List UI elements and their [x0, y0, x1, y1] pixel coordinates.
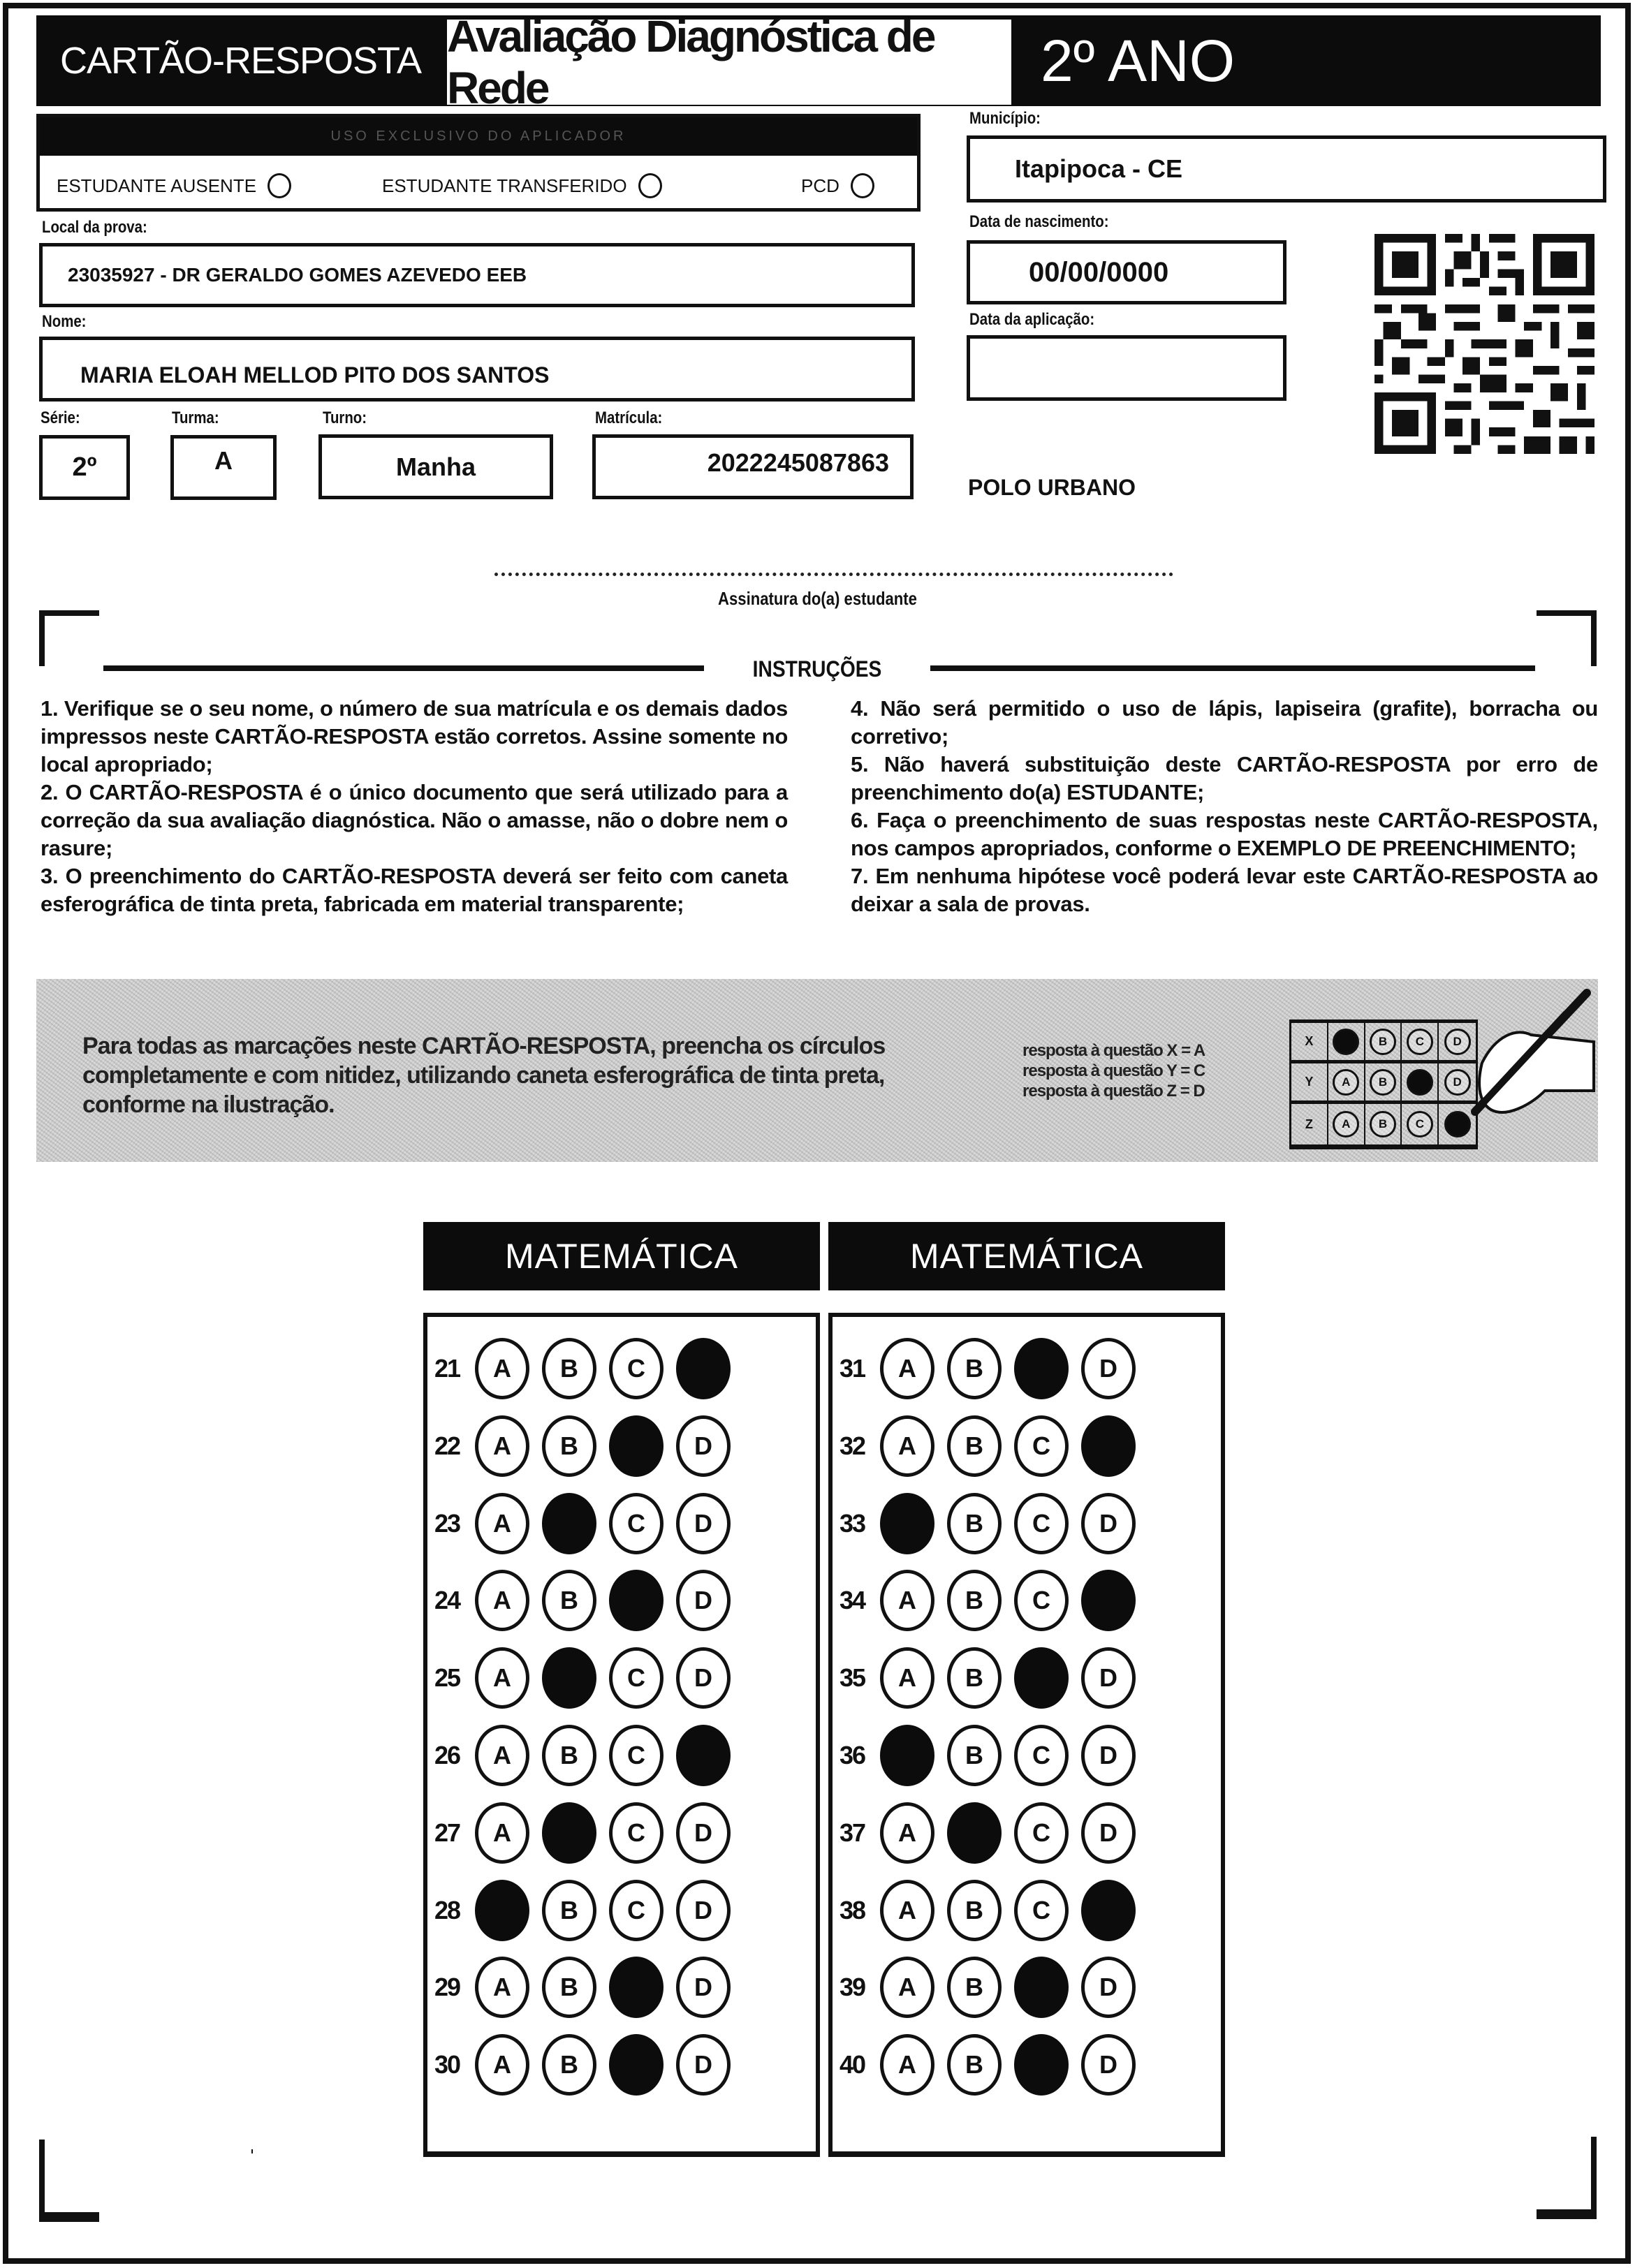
bubble-icon: D — [1444, 1069, 1471, 1096]
question-number: 26 — [434, 1741, 460, 1769]
question-number: 40 — [840, 2050, 865, 2079]
crop-mark-top-left — [39, 610, 45, 666]
filled-bubble-option-b[interactable]: B — [542, 1802, 596, 1864]
serie-label: Série: — [41, 408, 80, 427]
legend-line: resposta à questão Z = D — [1022, 1082, 1205, 1100]
exam-title: Avaliação Diagnóstica de Rede — [447, 20, 1011, 105]
option-label: PCD — [801, 175, 840, 196]
instruction-item: 6. Faça o preenchimento de suas respostas neste CARTÃO-RESPOSTA, nos campos apropriados, conforme o EXEMPLO DE PREENCHIMENTO; — [851, 808, 1598, 860]
filled-bubble-option-c[interactable]: C — [1014, 1338, 1069, 1399]
question-number: 24 — [434, 1586, 460, 1614]
question-row — [434, 1722, 743, 1789]
aplicador-title: USO EXCLUSIVO DO APLICADOR — [40, 117, 917, 156]
question-row — [840, 1335, 1148, 1402]
bubble-option-d[interactable]: D — [676, 1493, 731, 1554]
filled-bubble-option-c[interactable]: C — [1014, 1957, 1069, 2018]
bubble-option-a[interactable]: A — [475, 1570, 529, 1631]
filled-bubble-option-d[interactable]: D — [1081, 1415, 1136, 1477]
turma-label: Turma: — [172, 408, 219, 427]
instruction-item: 4. Não será permitido o uso de lápis, lapiseira (grafite), borracha ou corretivo; — [851, 696, 1598, 749]
bubble-icon: C — [1407, 1029, 1433, 1055]
example-question: Z — [1291, 1104, 1328, 1144]
bubble-option-b[interactable]: B — [947, 1338, 1002, 1399]
speck — [251, 2149, 253, 2153]
instruction-item: 5. Não haverá substituição deste CARTÃO-RESPOSTA por erro de preenchimento do(a) ESTUDANTE; — [851, 752, 1598, 804]
bubble-option-d[interactable]: D — [1081, 1493, 1136, 1554]
legend-line: resposta à questão X = A — [1022, 1041, 1205, 1060]
bubble-option-b[interactable]: B — [947, 1957, 1002, 2018]
bubble-option-a[interactable]: A — [880, 1880, 934, 1941]
question-row — [840, 1877, 1148, 1944]
crop-mark-top-right — [1591, 610, 1597, 666]
turma-field: A — [170, 435, 277, 500]
question-number: 28 — [434, 1896, 460, 1924]
bubble-icon: B — [1370, 1069, 1396, 1096]
question-number: 37 — [840, 1818, 865, 1847]
filled-bubble-option-d[interactable]: D — [1081, 1570, 1136, 1631]
question-number: 23 — [434, 1509, 460, 1538]
example-text: Para todas as marcações neste CARTÃO-RESPOSTA, preencha os círculos completamente e com nitidez, utilizando caneta esferográfica de tinta preta, conforme na ilustração. — [82, 1033, 886, 1118]
question-row — [434, 1954, 743, 2021]
nascimento-label: Data de nascimento: — [969, 212, 1109, 231]
option-label: ESTUDANTE AUSENTE — [57, 175, 257, 196]
subject-header: MATEMÁTICA — [828, 1222, 1225, 1290]
bubble-option-c[interactable]: C — [609, 1802, 663, 1864]
example-legend — [1022, 1040, 1205, 1101]
question-row — [840, 1722, 1148, 1789]
filled-bubble-option-b[interactable]: B — [542, 1647, 596, 1709]
bubble-option-d[interactable]: D — [676, 1957, 731, 2018]
filled-bubble-option-d[interactable]: D — [676, 1725, 731, 1786]
bubble-option-c[interactable]: C — [609, 1493, 663, 1554]
bubble-option-c[interactable]: C — [609, 1647, 663, 1709]
filled-bubble-option-b[interactable]: B — [542, 1493, 596, 1554]
question-number: 35 — [840, 1663, 865, 1692]
bubble-option-a[interactable]: A — [880, 2034, 934, 2096]
bubble-option-a[interactable]: A — [475, 1338, 529, 1399]
subject-header: MATEMÁTICA — [423, 1222, 820, 1290]
filled-bubble-option-c[interactable]: C — [609, 1570, 663, 1631]
question-number: 38 — [840, 1896, 865, 1924]
instruction-item: 7. Em nenhuma hipótese você poderá levar este CARTÃO-RESPOSTA ao deixar a sala de provas. — [851, 864, 1598, 916]
aplicacao-label: Data da aplicação: — [969, 310, 1095, 329]
filling-example-banner — [36, 979, 1598, 1162]
bubble-option-a[interactable]: A — [880, 1647, 934, 1709]
bubble-option-c[interactable]: C — [1014, 1493, 1069, 1554]
question-row — [434, 1877, 743, 1944]
question-row — [840, 1490, 1148, 1557]
bubble-option-a[interactable]: A — [880, 1957, 934, 2018]
option-estudante-ausente[interactable] — [57, 173, 291, 198]
filled-bubble-option-a[interactable]: A — [880, 1493, 934, 1554]
example-grid — [1289, 1019, 1478, 1149]
question-number: 32 — [840, 1431, 865, 1460]
question-number: 30 — [434, 2050, 460, 2079]
bubble-option-c[interactable]: C — [609, 1338, 663, 1399]
crop-mark-bottom-right — [1591, 2137, 1597, 2219]
question-row — [840, 1954, 1148, 2021]
question-number: 22 — [434, 1431, 460, 1460]
bubble-option-d[interactable]: D — [1081, 1338, 1136, 1399]
qr-code-icon — [1374, 234, 1594, 454]
filled-bubble-option-c[interactable]: C — [1014, 2034, 1069, 2096]
question-number: 36 — [840, 1741, 865, 1769]
question-row — [434, 1413, 743, 1480]
question-number: 21 — [434, 1354, 460, 1383]
nome-label: Nome: — [42, 312, 87, 331]
bubble-option-b[interactable]: B — [947, 1880, 1002, 1941]
option-label: ESTUDANTE TRANSFERIDO — [382, 175, 627, 196]
bubble-option-b[interactable]: B — [947, 2034, 1002, 2096]
bubble-option-b[interactable]: B — [542, 1570, 596, 1631]
bubble-option-c[interactable]: C — [1014, 1570, 1069, 1631]
bubble-option-a[interactable]: A — [880, 1802, 934, 1864]
bubble-option-a[interactable]: A — [880, 1415, 934, 1477]
bubble-option-b[interactable]: B — [542, 1957, 596, 2018]
question-row — [434, 1644, 743, 1711]
filled-bubble-option-b[interactable]: B — [947, 1802, 1002, 1864]
bubble-option-b[interactable]: B — [947, 1415, 1002, 1477]
bubble-option-c[interactable]: C — [1014, 1880, 1069, 1941]
local-field: 23035927 - DR GERALDO GOMES AZEVEDO EEB — [39, 243, 915, 307]
bubble-option-b[interactable]: B — [947, 1647, 1002, 1709]
aplicador-box — [36, 114, 921, 212]
bubble-option-d[interactable]: D — [676, 1415, 731, 1477]
bubble-option-b[interactable]: B — [947, 1493, 1002, 1554]
filled-bubble-option-c[interactable]: C — [609, 1957, 663, 2018]
bubble-option-d[interactable]: D — [676, 1880, 731, 1941]
filled-bubble-option-a[interactable]: A — [880, 1725, 934, 1786]
bubble-option-a[interactable]: A — [880, 1570, 934, 1631]
question-row — [434, 1799, 743, 1866]
radio-circle-icon[interactable] — [638, 173, 662, 198]
divider-line — [103, 665, 704, 671]
crop-mark-top-right — [1537, 610, 1597, 616]
bubble-option-d[interactable]: D — [676, 1802, 731, 1864]
question-row — [840, 1644, 1148, 1711]
bubble-option-d[interactable]: D — [1081, 1802, 1136, 1864]
municipio-field: Itapipoca - CE — [967, 135, 1606, 202]
instructions-title: INSTRUÇÕES — [752, 656, 882, 682]
bubble-option-a[interactable]: A — [475, 1725, 529, 1786]
bubble-option-d[interactable]: D — [1081, 1725, 1136, 1786]
turno-label: Turno: — [323, 408, 367, 427]
bubble-option-a[interactable]: A — [880, 1338, 934, 1399]
bubble-option-a[interactable]: A — [475, 1415, 529, 1477]
crop-mark-bottom-left — [39, 2212, 99, 2222]
bubble-option-a[interactable]: A — [475, 1493, 529, 1554]
signature-line[interactable] — [494, 573, 1173, 576]
example-question: X — [1291, 1023, 1328, 1060]
filled-bubble-icon: C — [1407, 1069, 1433, 1096]
bubble-icon: D — [1444, 1029, 1471, 1055]
legend-line: resposta à questão Y = C — [1022, 1061, 1205, 1080]
instruction-item: 1. Verifique se o seu nome, o número de sua matrícula e os demais dados impressos neste CARTÃO-RESPOSTA estão corretos. Assine somente no local apropriado; — [41, 696, 788, 776]
option-estudante-transferido[interactable] — [382, 173, 662, 198]
local-label: Local da prova: — [42, 218, 147, 237]
radio-circle-icon[interactable] — [851, 173, 874, 198]
filled-bubble-option-d[interactable]: D — [1081, 1880, 1136, 1941]
card-label: CARTÃO-RESPOSTA — [59, 40, 422, 82]
filled-bubble-option-a[interactable]: A — [475, 1880, 529, 1941]
instruction-item: 2. O CARTÃO-RESPOSTA é o único documento que será utilizado para a correção da sua avaliação diagnóstica. Não o amasse, não o dobre nem o rasure; — [41, 780, 788, 860]
question-row — [840, 1413, 1148, 1480]
bubble-option-b[interactable]: B — [947, 1570, 1002, 1631]
question-number: 33 — [840, 1509, 865, 1538]
bubble-icon: A — [1333, 1111, 1359, 1137]
question-number: 39 — [840, 1973, 865, 2001]
question-row — [840, 1567, 1148, 1634]
question-row — [840, 1799, 1148, 1866]
bubble-icon: C — [1407, 1111, 1433, 1137]
question-row — [434, 2031, 743, 2098]
municipio-label: Município: — [969, 109, 1041, 128]
bubble-option-d[interactable]: D — [676, 1570, 731, 1631]
question-row — [434, 1335, 743, 1402]
bubble-option-d[interactable]: D — [1081, 2034, 1136, 2096]
grade-label: 2º ANO — [1041, 27, 1236, 94]
filled-bubble-icon: D — [1444, 1111, 1471, 1137]
bubble-option-a[interactable]: A — [475, 1957, 529, 2018]
filled-bubble-option-c[interactable]: C — [609, 2034, 663, 2096]
bubble-option-d[interactable]: D — [1081, 1647, 1136, 1709]
matricula-field: 2022245087863 — [592, 434, 914, 499]
serie-field: 2º — [39, 435, 130, 500]
example-row-z — [1291, 1104, 1476, 1144]
filled-bubble-option-c[interactable]: C — [1014, 1647, 1069, 1709]
question-number: 25 — [434, 1663, 460, 1692]
bubble-icon: B — [1370, 1029, 1396, 1055]
bubble-option-a[interactable]: A — [475, 1647, 529, 1709]
hand-with-pen-icon — [1461, 986, 1601, 1126]
bubble-option-c[interactable]: C — [1014, 1415, 1069, 1477]
question-number: 34 — [840, 1586, 865, 1614]
example-row-x — [1291, 1023, 1476, 1063]
bubble-option-d[interactable]: D — [1081, 1957, 1136, 2018]
bubble-option-a[interactable]: A — [475, 1802, 529, 1864]
polo-label: POLO URBANO — [968, 475, 1136, 500]
aplicacao-field — [967, 335, 1286, 401]
nascimento-field: 00/00/0000 — [967, 240, 1286, 304]
bubble-icon: B — [1370, 1111, 1396, 1137]
crop-mark-bottom-left — [39, 2140, 45, 2222]
filled-bubble-icon: A — [1333, 1029, 1359, 1055]
matricula-label: Matrícula: — [595, 408, 663, 427]
bubble-option-b[interactable]: B — [542, 1880, 596, 1941]
crop-mark-top-left — [39, 610, 99, 616]
question-row — [434, 1490, 743, 1557]
crop-mark-bottom-right — [1537, 2209, 1597, 2219]
bubble-option-b[interactable]: B — [542, 2034, 596, 2096]
instructions-left-column — [41, 695, 788, 918]
example-row-y — [1291, 1063, 1476, 1104]
question-row — [434, 1567, 743, 1634]
filled-bubble-option-c[interactable]: C — [609, 1415, 663, 1477]
signature-label: Assinatura do(a) estudante — [718, 588, 917, 609]
filled-bubble-option-d[interactable]: D — [676, 1338, 731, 1399]
bubble-option-c[interactable]: C — [609, 1725, 663, 1786]
bubble-option-d[interactable]: D — [676, 1647, 731, 1709]
turno-field: Manha — [318, 434, 553, 499]
example-question: Y — [1291, 1063, 1328, 1100]
option-pcd[interactable] — [801, 173, 874, 198]
instruction-item: 3. O preenchimento do CARTÃO-RESPOSTA deverá ser feito com caneta esferográfica de tinta preta, fabricada em material transparente; — [41, 864, 788, 916]
bubble-option-c[interactable]: C — [609, 1880, 663, 1941]
bubble-option-b[interactable]: B — [947, 1725, 1002, 1786]
bubble-option-d[interactable]: D — [676, 2034, 731, 2096]
question-row — [840, 2031, 1148, 2098]
instructions-right-column — [851, 695, 1598, 918]
question-number: 29 — [434, 1973, 460, 2001]
bubble-icon: A — [1333, 1069, 1359, 1096]
bubble-option-b[interactable]: B — [542, 1415, 596, 1477]
radio-circle-icon[interactable] — [267, 173, 291, 198]
bubble-option-b[interactable]: B — [542, 1725, 596, 1786]
question-number: 31 — [840, 1354, 865, 1383]
bubble-option-c[interactable]: C — [1014, 1725, 1069, 1786]
nome-field: MARIA ELOAH MELLOD PITO DOS SANTOS — [39, 337, 915, 402]
bubble-option-a[interactable]: A — [475, 2034, 529, 2096]
question-number: 27 — [434, 1818, 460, 1847]
divider-line — [930, 665, 1535, 671]
bubble-option-c[interactable]: C — [1014, 1802, 1069, 1864]
bubble-option-b[interactable]: B — [542, 1338, 596, 1399]
